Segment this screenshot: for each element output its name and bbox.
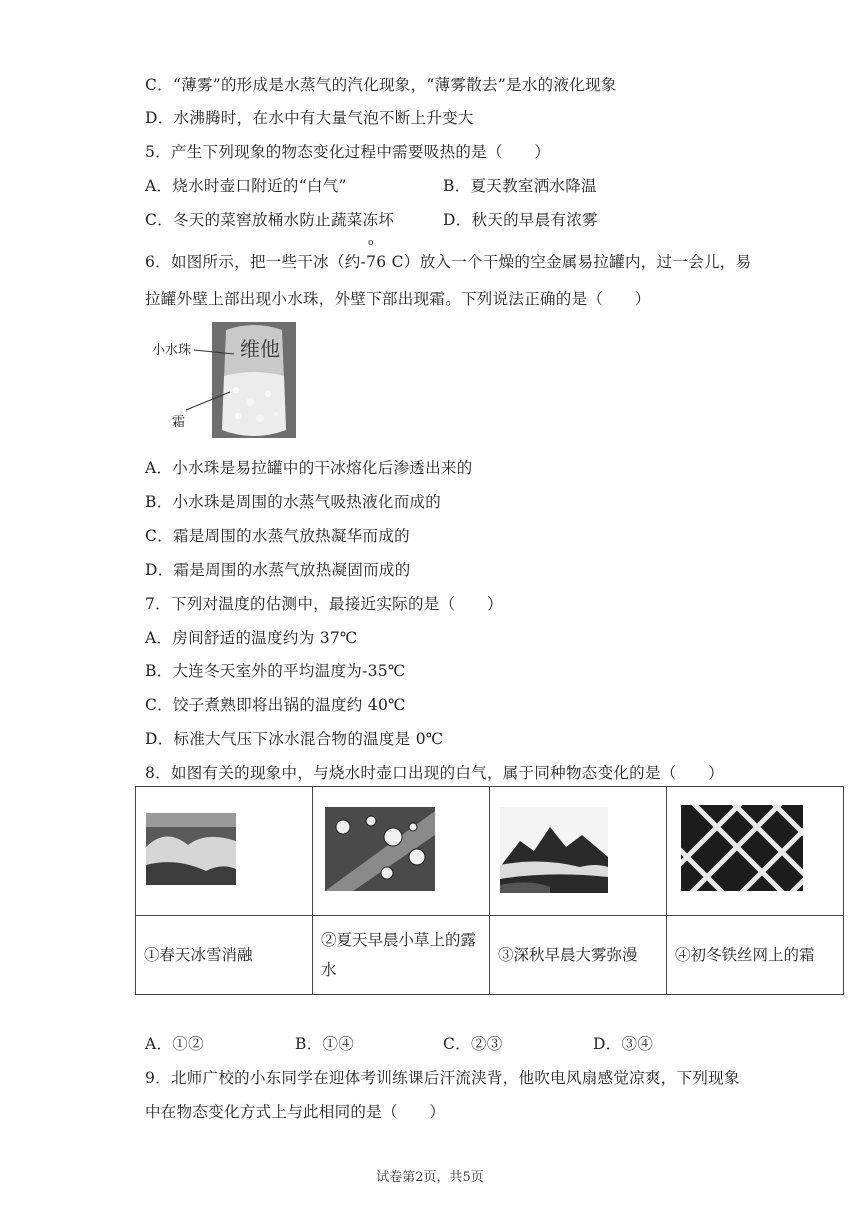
fog-photo [490,787,666,911]
can-figure [150,320,300,440]
caption-1: ①春天冰雪消融 [144,946,253,964]
q6-stem-line1: 6．如图所示，把一些干冰（约-76 C）放入一个干燥的空金属易拉罐内，过一会儿，易 [145,253,752,271]
degree-mark: o [368,238,374,248]
q7-option-b: B．大连冬天室外的平均温度为-35℃ [145,662,406,680]
q6-option-d: D．霜是周围的水蒸气放热凝固而成的 [145,561,411,579]
q7-stem: 7．下列对温度的估测中，最接近实际的是（ ） [145,595,503,613]
caption-4: ④初冬铁丝网上的霜 [675,946,815,964]
q6-option-b: B．小水珠是周围的水蒸气吸热液化而成的 [145,493,442,511]
q5-option-b: B．夏天教室洒水降温 [443,177,597,195]
q5-option-c: C．冬天的菜窖放桶水防止蔬菜冻坏 [145,211,395,229]
q6-option-c: C．霜是周围的水蒸气放热凝华而成的 [145,527,410,545]
q7-option-a: A．房间舒适的温度约为 37℃ [145,629,358,647]
frost-area [222,372,286,436]
q4-option-c: C．“薄雾”的形成是水蒸气的汽化现象，“薄雾散去”是水的液化现象 [145,76,617,94]
image-cell-2 [313,787,490,916]
q5-option-d: D．秋天的早晨有浓雾 [443,211,598,229]
q8-figure-table [135,786,844,995]
frost-mesh-photo [667,787,843,911]
q6-option-a: A．小水珠是易拉罐中的干冰熔化后渗透出来的 [145,459,473,477]
image-cell-4 [667,787,844,916]
q9-stem-line2: 中在物态变化方式上与此相同的是（ ） [145,1103,446,1121]
page-footer: 试卷第2页，共5页 [376,1170,484,1185]
caption-cell-4 [667,916,844,995]
can-photo [150,320,300,440]
caption-2: ②夏天早晨小草上的露 [321,931,477,949]
caption-3: ③深秋早晨大雾弥漫 [498,946,638,964]
label-water-drops: 小水珠 [152,343,192,358]
q8-option-c: C．②③ [443,1035,503,1053]
caption-2-continued: 水 [321,961,337,979]
caption-cell-1 [136,916,313,995]
dew-photo [313,787,489,911]
caption-cell-3 [490,916,667,995]
q8-option-d: D．③④ [593,1035,654,1053]
q7-option-c: C．饺子煮熟即将出锅的温度约 40℃ [145,696,406,714]
caption-cell-2 [313,916,490,995]
q6-stem-line2: 拉罐外壁上部出现小水珠，外壁下部出现霜。下列说法正确的是（ ） [145,290,651,308]
q5-option-a: A．烧水时壶口附近的“白气” [145,177,347,195]
q8-option-a: A．①② [145,1035,204,1053]
q5-stem: 5．产生下列现象的物态变化过程中需要吸热的是（ ） [145,143,551,161]
image-cell-3 [490,787,667,916]
q4-option-d: D．水沸腾时，在水中有大量气泡不断上升变大 [145,109,474,127]
label-frost: 霜 [172,415,186,430]
q8-stem: 8．如图有关的现象中，与烧水时壶口出现的白气，属于同种物态变化的是（ ） [145,764,724,782]
q7-option-d: D．标准大气压下冰水混合物的温度是 0℃ [145,730,444,748]
q8-option-b: B．①④ [295,1035,355,1053]
can-brand-text: 维他 [240,337,280,361]
ice-melt-photo [136,787,312,911]
q9-stem-line1: 9．北师广校的小东同学在迎体考训练课后汗流浃背，他吹电风扇感觉凉爽，下列现象 [145,1069,740,1087]
image-cell-1 [136,787,313,916]
